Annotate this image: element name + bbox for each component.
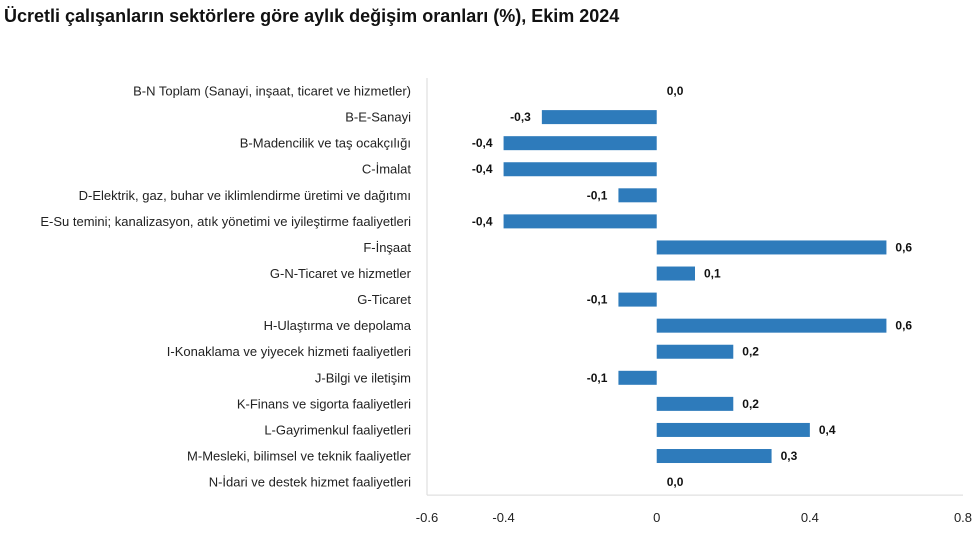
data-label: 0,2: [742, 396, 759, 411]
category-label: M-Mesleki, bilimsel ve teknik faaliyetler: [187, 448, 411, 464]
category-label: D-Elektrik, gaz, buhar ve iklimlendirme üretimi ve dağıtımı: [78, 187, 411, 203]
category-label: B-Madencilik ve taş ocakçılığı: [239, 135, 411, 151]
category-label: G-Ticaret: [357, 292, 411, 308]
bar: [618, 188, 656, 202]
data-label: 0,6: [895, 240, 913, 255]
bar: [504, 136, 657, 150]
bar: [657, 240, 887, 254]
bar: [618, 293, 656, 307]
bar: [504, 162, 657, 176]
bar: [542, 110, 657, 124]
category-label: B-E-Sanayi: [345, 109, 411, 125]
data-label: -0,1: [586, 370, 608, 385]
bar: [504, 214, 657, 228]
data-label: 0,6: [895, 318, 913, 333]
data-label: -0,4: [471, 136, 493, 151]
data-label: 0,0: [666, 475, 684, 490]
bar: [657, 319, 887, 333]
category-label: F-İnşaat: [363, 239, 411, 255]
category-label: B-N Toplam (Sanayi, inşaat, ticaret ve hizmetler): [133, 83, 411, 99]
x-tick-label: -0.6: [415, 510, 439, 526]
x-tick-label: 0.8: [953, 510, 973, 526]
bar: [618, 371, 656, 385]
data-label: -0,4: [471, 162, 493, 177]
x-tick-label: 0.4: [800, 510, 819, 526]
bar: [657, 267, 695, 281]
x-tick-label: 0: [653, 510, 661, 526]
data-label: 0,4: [818, 422, 836, 437]
category-label: G-N-Ticaret ve hizmetler: [269, 266, 411, 282]
data-label: -0,3: [510, 110, 531, 125]
data-label: -0,1: [586, 292, 608, 307]
data-label: 0,3: [780, 449, 798, 464]
bar: [657, 345, 734, 359]
data-label: -0,4: [471, 214, 493, 229]
x-tick-label: -0.4: [492, 510, 515, 526]
category-label: K-Finans ve sigorta faaliyetleri: [236, 396, 411, 412]
category-label: I-Konaklama ve yiyecek hizmeti faaliyetleri: [166, 344, 411, 360]
bar: [657, 423, 810, 437]
category-label: E-Su temini; kanalizasyon, atık yönetimi ve iyileştirme faaliyetleri: [40, 213, 411, 229]
category-label: H-Ulaştırma ve depolama: [263, 318, 411, 334]
chart-title: Ücretli çalışanların sektörlere göre aylık değişim oranları (%), Ekim 2024: [4, 6, 620, 26]
category-label: L-Gayrimenkul faaliyetleri: [264, 422, 411, 438]
data-label: -0,1: [586, 188, 608, 203]
data-label: 0,0: [666, 84, 684, 99]
category-label: C-İmalat: [361, 161, 411, 177]
bar: [657, 449, 772, 463]
bar: [657, 397, 734, 411]
chart-bars: [504, 110, 887, 463]
data-label: 0,1: [704, 266, 721, 281]
category-label: J-Bilgi ve iletişim: [314, 370, 411, 386]
data-label: 0,2: [742, 344, 759, 359]
category-label: N-İdari ve destek hizmet faaliyetleri: [208, 474, 411, 490]
